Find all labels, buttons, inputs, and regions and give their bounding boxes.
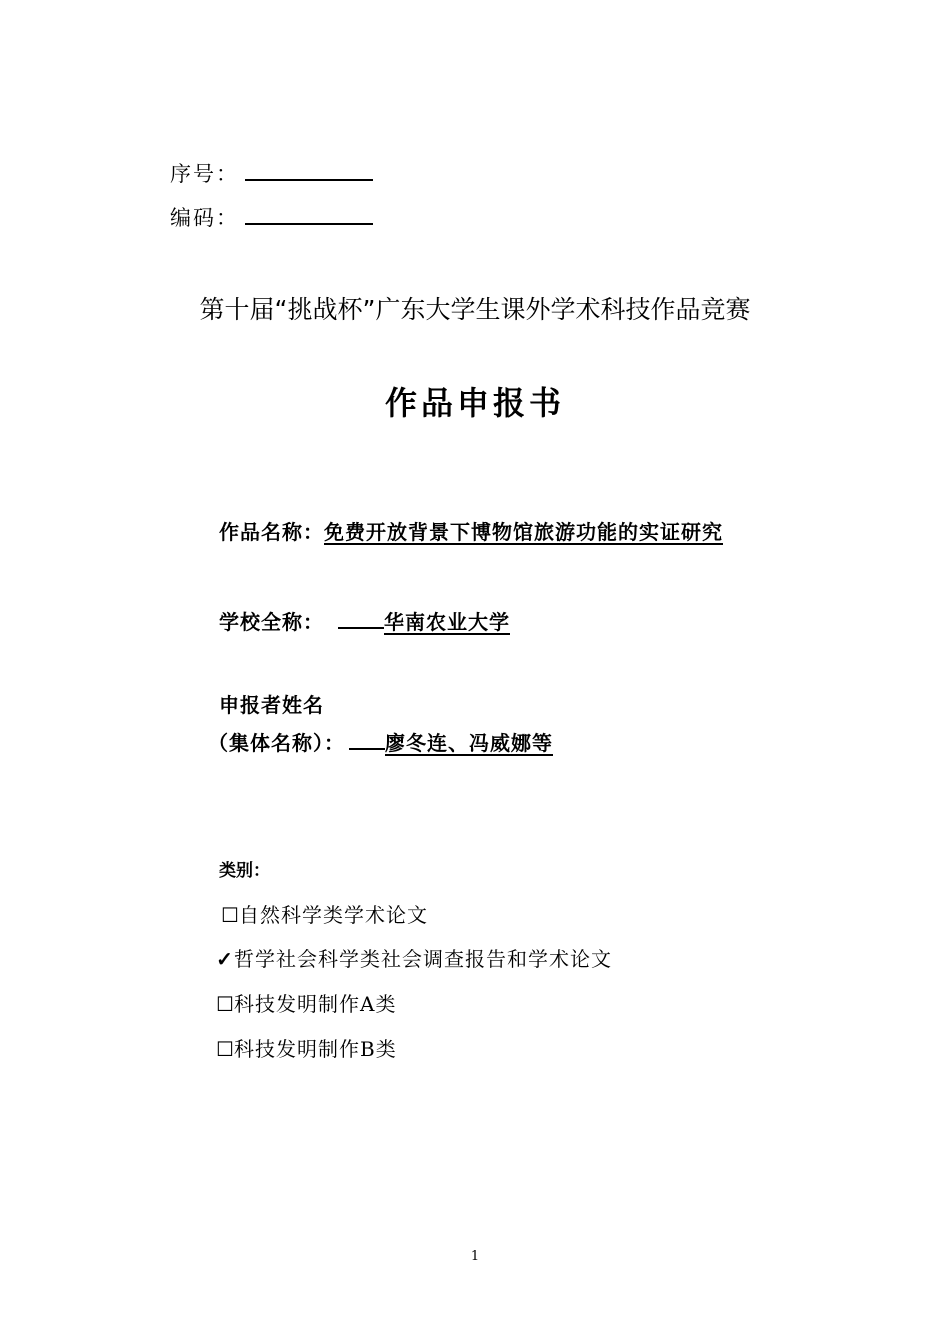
category-item-text: 科技发明制作B类 [234, 1037, 397, 1061]
code-row [170, 202, 373, 232]
category-item-invention-b[interactable] [216, 1033, 397, 1062]
work-name-value: 免费开放背景下博物馆旅游功能的实证研究 [324, 520, 723, 544]
work-name-label: 作品名称： [219, 520, 324, 544]
document-title: 作品申报书 [384, 384, 565, 422]
applicant-label-line2: （集体名称）： [208, 731, 345, 755]
category-item-text: 自然科学类学术论文 [239, 903, 428, 927]
school-blank-pad [338, 607, 384, 629]
applicant-label-line1: 申报者姓名 [219, 693, 324, 717]
category-label: 类别： [219, 861, 270, 881]
category-item-text: 哲学社会科学类社会调查报告和学术论文 [234, 947, 612, 971]
school-label: 学校全称： [219, 610, 324, 634]
serial-number-blank [245, 161, 373, 181]
checkbox-empty-icon[interactable]: ☐ [216, 1037, 235, 1061]
code-label: 编码： [170, 206, 239, 230]
applicant-row [208, 727, 553, 756]
category-item-invention-a[interactable] [216, 988, 396, 1017]
school-value: 华南农业大学 [384, 610, 510, 634]
code-blank [245, 205, 373, 225]
applicant-blank-pad [349, 728, 385, 750]
serial-number-label: 序号： [170, 162, 239, 186]
checkmark-icon[interactable]: ✓ [216, 947, 234, 971]
school-row [219, 606, 510, 635]
applicant-value: 廖冬连、冯威娜等 [385, 731, 553, 755]
checkbox-empty-icon[interactable]: ☐ [216, 992, 235, 1016]
category-item-text: 科技发明制作A类 [234, 992, 397, 1016]
checkbox-empty-icon[interactable]: ☐ [221, 903, 240, 927]
work-name-row [219, 516, 723, 545]
page-number: 1 [470, 1249, 480, 1264]
competition-title: 第十届“挑战杯”广东大学生课外学术科技作品竞赛 [199, 295, 751, 324]
category-item-social-science[interactable] [216, 943, 612, 972]
serial-number-row [170, 158, 373, 188]
category-item-natural-science[interactable] [221, 899, 428, 928]
